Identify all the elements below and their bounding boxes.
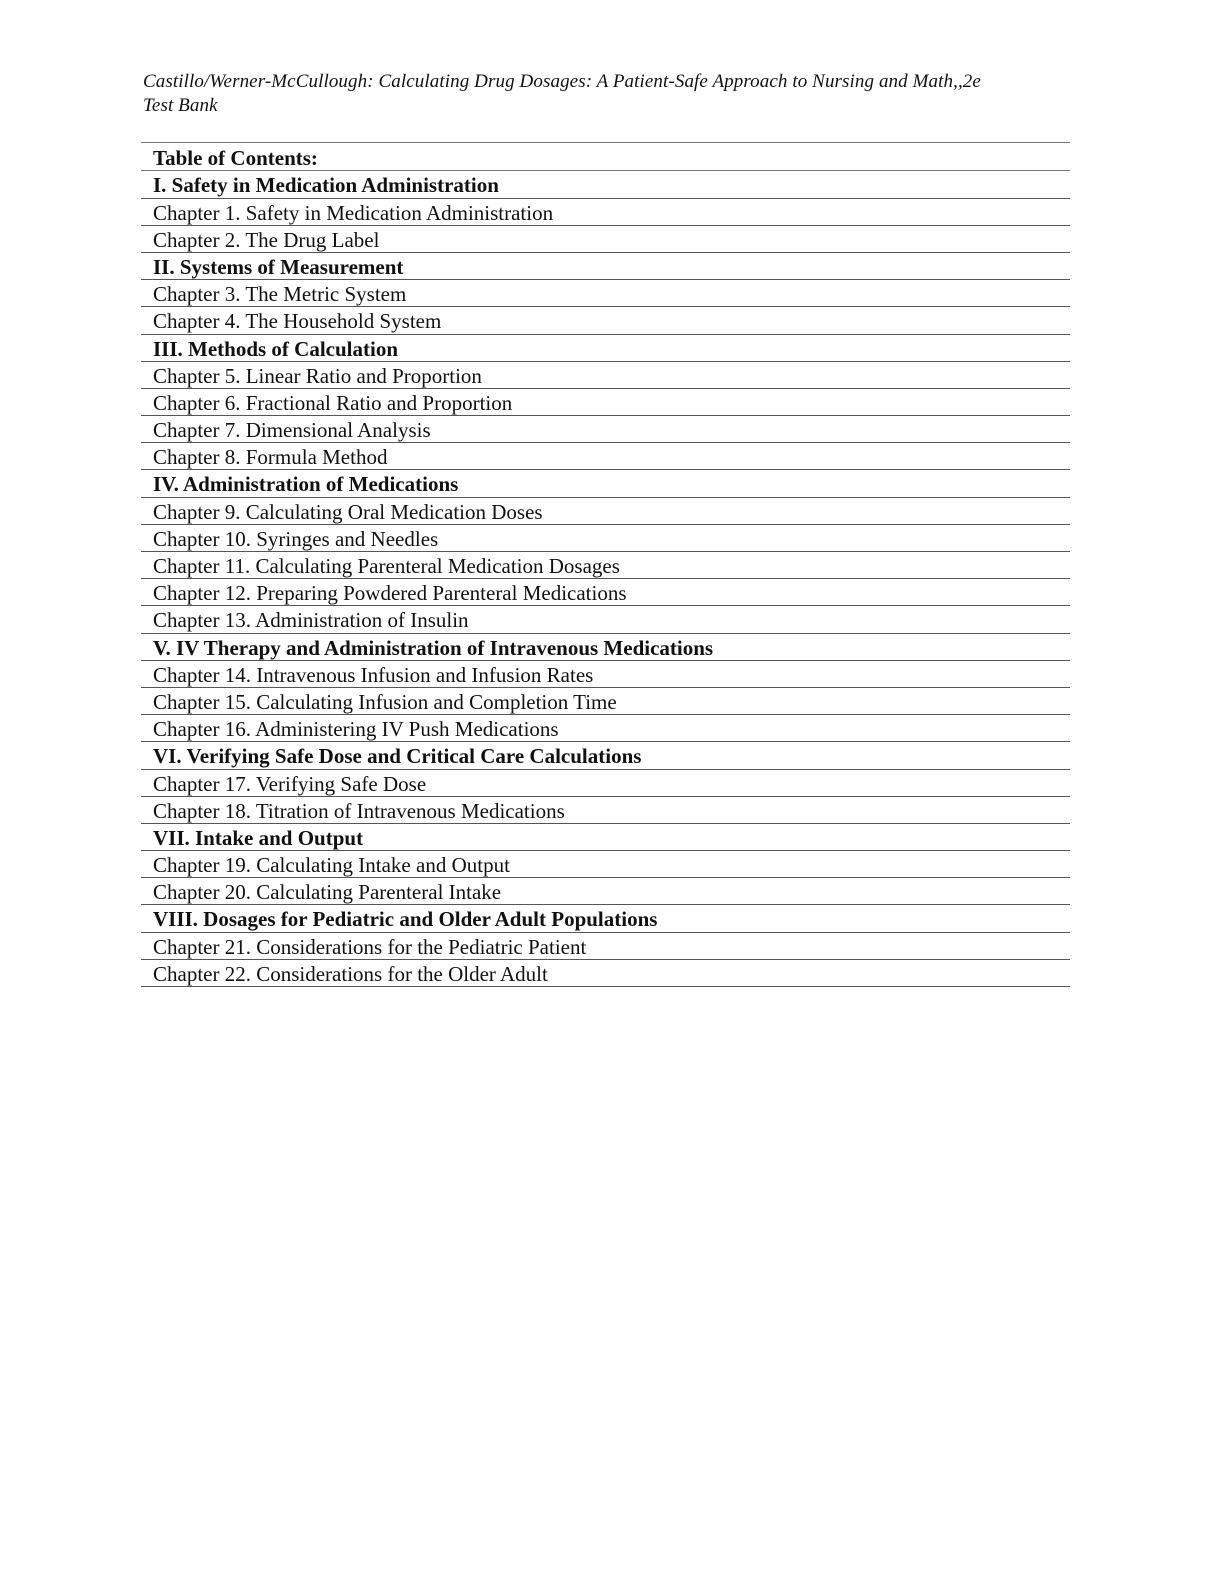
toc-chapter-item: Chapter 6. Fractional Ratio and Proportion xyxy=(141,389,1070,416)
table-of-contents xyxy=(141,142,1070,987)
toc-chapter-item: Chapter 3. The Metric System xyxy=(141,280,1070,307)
page-header xyxy=(143,70,1103,118)
toc-chapter-item: Chapter 1. Safety in Medication Administration xyxy=(141,199,1070,226)
toc-chapter-item: Chapter 19. Calculating Intake and Output xyxy=(141,851,1070,878)
toc-chapter-item: Chapter 9. Calculating Oral Medication Doses xyxy=(141,498,1070,525)
toc-chapter-item: Chapter 17. Verifying Safe Dose xyxy=(141,770,1070,797)
toc-rows xyxy=(141,171,1070,987)
toc-part-heading: VI. Verifying Safe Dose and Critical Care Calculations xyxy=(141,742,1070,769)
toc-part-heading: IV. Administration of Medications xyxy=(141,470,1070,497)
toc-title: Table of Contents: xyxy=(141,143,1070,171)
toc-part-heading: III. Methods of Calculation xyxy=(141,335,1070,362)
toc-chapter-item: Chapter 13. Administration of Insulin xyxy=(141,606,1070,633)
toc-chapter-item: Chapter 14. Intravenous Infusion and Infusion Rates xyxy=(141,661,1070,688)
toc-chapter-item: Chapter 4. The Household System xyxy=(141,307,1070,334)
header-book-title: Castillo/Werner-McCullough: Calculating Drug Dosages: A Patient-Safe Approach to Nursing and Math,,2e xyxy=(143,71,981,92)
toc-part-heading: VII. Intake and Output xyxy=(141,824,1070,851)
toc-chapter-item: Chapter 11. Calculating Parenteral Medication Dosages xyxy=(141,552,1070,579)
toc-chapter-item: Chapter 22. Considerations for the Older Adult xyxy=(141,960,1070,987)
toc-chapter-item: Chapter 20. Calculating Parenteral Intake xyxy=(141,878,1070,905)
toc-chapter-item: Chapter 16. Administering IV Push Medications xyxy=(141,715,1070,742)
toc-part-heading: V. IV Therapy and Administration of Intravenous Medications xyxy=(141,634,1070,661)
toc-chapter-item: Chapter 8. Formula Method xyxy=(141,443,1070,470)
toc-part-heading: II. Systems of Measurement xyxy=(141,253,1070,280)
toc-part-heading: VIII. Dosages for Pediatric and Older Adult Populations xyxy=(141,905,1070,932)
toc-part-heading: I. Safety in Medication Administration xyxy=(141,171,1070,198)
toc-chapter-item: Chapter 21. Considerations for the Pediatric Patient xyxy=(141,933,1070,960)
toc-chapter-item: Chapter 5. Linear Ratio and Proportion xyxy=(141,362,1070,389)
header-subtitle: Test Bank xyxy=(143,95,218,116)
toc-chapter-item: Chapter 12. Preparing Powdered Parenteral Medications xyxy=(141,579,1070,606)
toc-chapter-item: Chapter 7. Dimensional Analysis xyxy=(141,416,1070,443)
toc-chapter-item: Chapter 10. Syringes and Needles xyxy=(141,525,1070,552)
toc-chapter-item: Chapter 2. The Drug Label xyxy=(141,226,1070,253)
toc-chapter-item: Chapter 18. Titration of Intravenous Medications xyxy=(141,797,1070,824)
toc-chapter-item: Chapter 15. Calculating Infusion and Completion Time xyxy=(141,688,1070,715)
